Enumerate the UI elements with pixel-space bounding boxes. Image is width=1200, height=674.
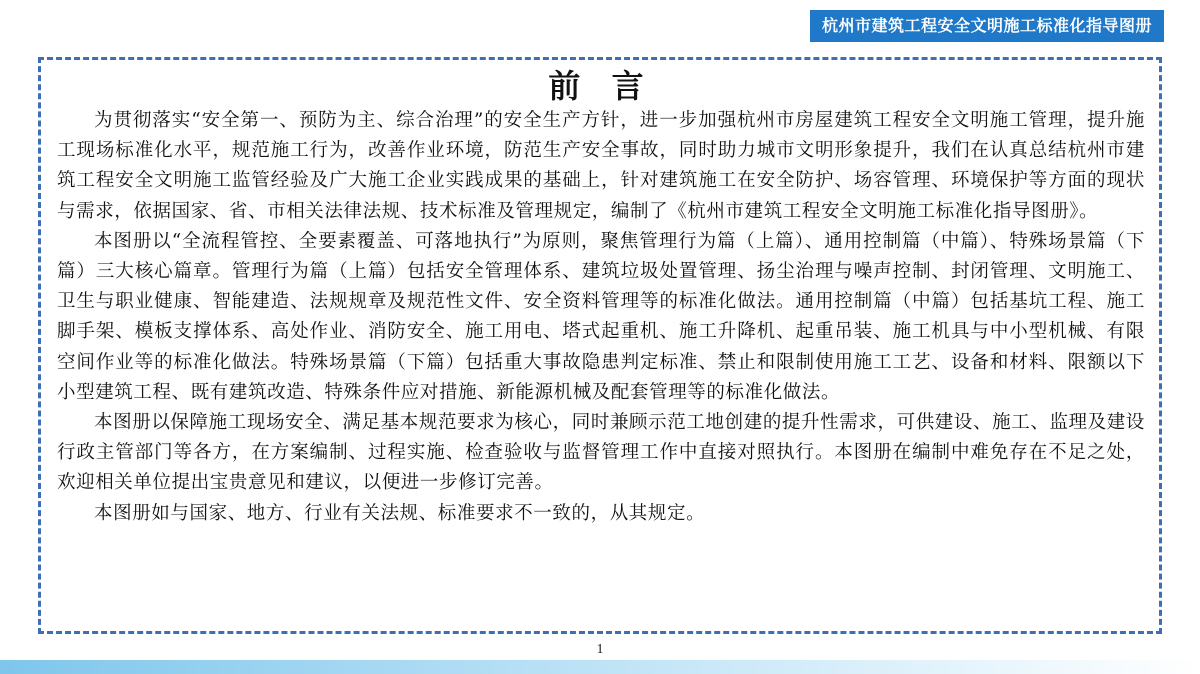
header-banner: 杭州市建筑工程安全文明施工标准化指导图册 bbox=[810, 10, 1164, 42]
paragraph-2: 本图册以“全流程管控、全要素覆盖、可落地执行”为原则，聚焦管理行为篇（上篇）、通用控制篇（中篇）、特殊场景篇（下篇）三大核心篇章。管理行为篇（上篇）包括安全管理体系、建筑垃圾处置管理、扬尘治理与噪声控制、封闭管理、文明施工、卫生与职业健康、智能建造、法规规章及规范性文件、安全资料管理等的标准化做法。通用控制篇（中篇）包括基坑工程、施工脚手架、模板支撑体系、高处作业、消防安全、施工用电、塔式起重机、施工升降机、起重吊装、施工机具与中小型机械、有限空间作业等的标准化做法。特殊场景篇（下篇）包括重大事故隐患判定标准、禁止和限制使用施工工艺、设备和材料、限额以下小型建筑工程、既有建筑改造、特殊条件应对措施、新能源机械及配套管理等的标准化做法。 bbox=[57, 230, 1145, 403]
bottom-decorative-bar bbox=[0, 660, 1200, 674]
paragraph-1: 为贯彻落实“安全第一、预防为主、综合治理”的安全生产方针，进一步加强杭州市房屋建筑工程安全文明施工管理，提升施工现场标准化水平，规范施工行为，改善作业环境，防范生产安全事故，同时助力城市文明形象提升，我们在认真总结杭州市建筑工程安全文明施工监管经验及广大施工企业实践成果的基础上，针对建筑施工在安全防护、场容管理、环境保护等方面的现状与需求，依据国家、省、市相关法律法规、技术标准及管理规定，编制了《杭州市建筑工程安全文明施工标准化指导图册》。 bbox=[57, 110, 1145, 222]
content-frame bbox=[38, 57, 1162, 634]
paragraph-3: 本图册以保障施工现场安全、满足基本规范要求为核心，同时兼顾示范工地创建的提升性需求，可供建设、施工、监理及建设行政主管部门等各方，在方案编制、过程实施、检查验收与监督管理工作中直接对照执行。本图册在编制中难免存在不足之处，欢迎相关单位提出宝贵意见和建议，以便进一步修订完善。 bbox=[57, 412, 1145, 494]
page-number: 1 bbox=[596, 642, 604, 657]
page-title: 前 言 bbox=[548, 67, 654, 105]
paragraph-4: 本图册如与国家、地方、行业有关法规、标准要求不一致的，从其规定。 bbox=[94, 502, 706, 524]
